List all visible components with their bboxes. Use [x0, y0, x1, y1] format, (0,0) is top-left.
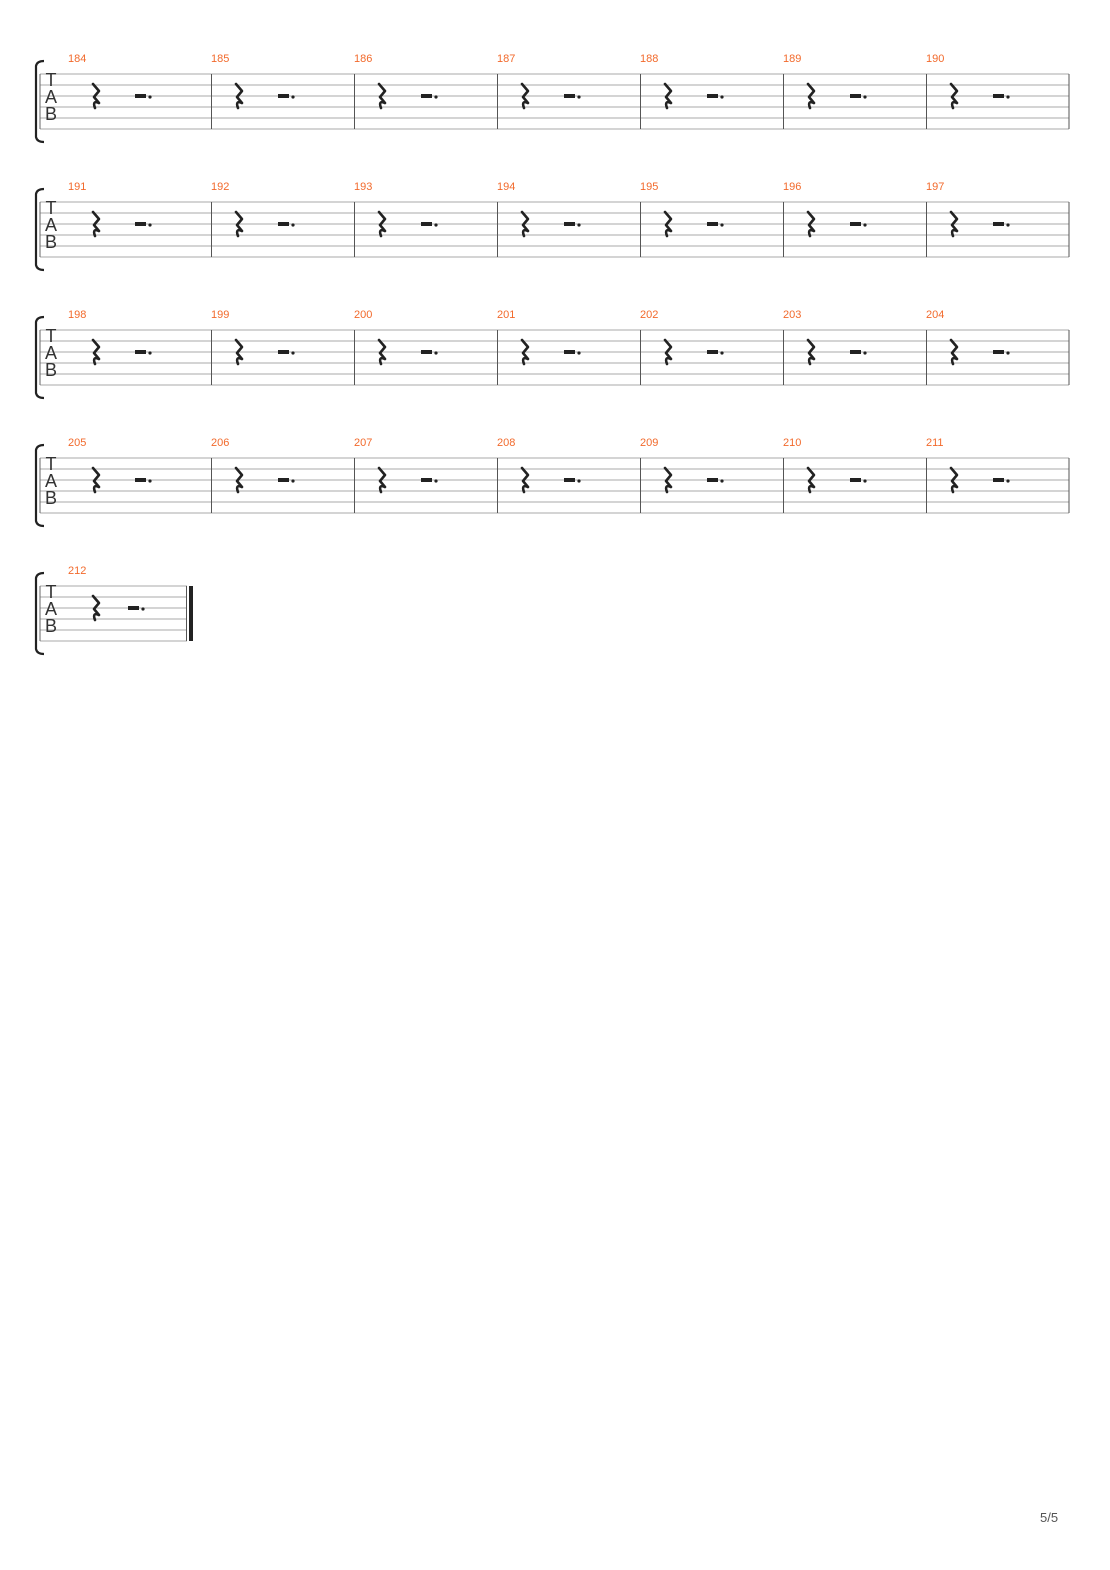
measure-number: 194 [497, 181, 516, 193]
measure-number: 197 [926, 181, 945, 193]
half-rest [135, 94, 146, 98]
half-rest [707, 222, 718, 226]
half-rest [850, 94, 861, 98]
measure-number: 205 [68, 437, 87, 449]
rest-dot [720, 95, 723, 98]
rest-dot [148, 95, 151, 98]
rest-dot [141, 607, 144, 610]
rest-dot [720, 351, 723, 354]
tab-clef-letter: A [44, 599, 58, 619]
rest-dot [148, 479, 151, 482]
measure-number: 184 [68, 53, 87, 65]
half-rest [278, 94, 289, 98]
half-rest [993, 94, 1004, 98]
tab-clef-letter: T [45, 198, 57, 218]
half-rest [993, 478, 1004, 482]
measure-number: 186 [354, 53, 373, 65]
tab-clef-letter: B [44, 360, 58, 380]
half-rest [993, 222, 1004, 226]
rest-dot [434, 95, 437, 98]
tab-clef-letter: A [44, 343, 58, 363]
measure-number: 202 [640, 309, 659, 321]
measure-number: 210 [783, 437, 802, 449]
rest-dot [1006, 351, 1009, 354]
rest-dot [148, 223, 151, 226]
rest-dot [291, 95, 294, 98]
measure-number: 198 [68, 309, 87, 321]
measure-number: 201 [497, 309, 516, 321]
rest-dot [863, 95, 866, 98]
measure-number: 200 [354, 309, 373, 321]
rest-dot [291, 479, 294, 482]
tab-clef-letter: T [45, 582, 57, 602]
half-rest [707, 478, 718, 482]
half-rest [707, 94, 718, 98]
rest-dot [577, 479, 580, 482]
rest-dot [434, 351, 437, 354]
rest-dot [720, 479, 723, 482]
half-rest [850, 478, 861, 482]
rest-dot [863, 479, 866, 482]
half-rest [993, 350, 1004, 354]
half-rest [707, 350, 718, 354]
measure-number: 195 [640, 181, 659, 193]
tab-system [36, 53, 1069, 142]
tab-clef-letter: B [44, 232, 58, 252]
tab-clef-letter: B [44, 616, 58, 636]
tab-clef-letter: T [45, 70, 57, 90]
half-rest [421, 222, 432, 226]
tab-clef-letter: T [45, 326, 57, 346]
measure-number: 191 [68, 181, 87, 193]
tab-clef-letter: B [44, 488, 58, 508]
tab-clef-letter: A [44, 87, 58, 107]
rest-dot [148, 351, 151, 354]
half-rest [278, 478, 289, 482]
measure-number: 209 [640, 437, 659, 449]
half-rest [850, 222, 861, 226]
half-rest [564, 478, 575, 482]
final-barline-thick [189, 586, 193, 641]
measure-number: 188 [640, 53, 659, 65]
measure-number: 189 [783, 53, 802, 65]
measure-number: 190 [926, 53, 945, 65]
half-rest [421, 350, 432, 354]
tab-system [36, 565, 193, 654]
half-rest [135, 222, 146, 226]
tab-system [36, 437, 1069, 526]
rest-dot [720, 223, 723, 226]
measure-number: 199 [211, 309, 230, 321]
measure-number: 207 [354, 437, 373, 449]
tab-system [36, 181, 1069, 270]
half-rest [564, 94, 575, 98]
tab-clef-letter: A [44, 215, 58, 235]
rest-dot [577, 223, 580, 226]
tab-clef-letter: B [44, 104, 58, 124]
rest-dot [577, 95, 580, 98]
rest-dot [1006, 223, 1009, 226]
measure-number: 204 [926, 309, 945, 321]
measure-number: 185 [211, 53, 230, 65]
half-rest [128, 606, 139, 610]
half-rest [564, 222, 575, 226]
measure-number: 208 [497, 437, 516, 449]
rest-dot [1006, 95, 1009, 98]
half-rest [850, 350, 861, 354]
half-rest [564, 350, 575, 354]
rest-dot [291, 351, 294, 354]
measure-number: 193 [354, 181, 373, 193]
tab-system [36, 309, 1069, 398]
rest-dot [291, 223, 294, 226]
half-rest [278, 350, 289, 354]
half-rest [421, 478, 432, 482]
half-rest [278, 222, 289, 226]
rest-dot [1006, 479, 1009, 482]
rest-dot [863, 351, 866, 354]
measure-number: 211 [926, 437, 944, 449]
half-rest [421, 94, 432, 98]
half-rest [135, 350, 146, 354]
rest-dot [434, 223, 437, 226]
tab-clef-letter: T [45, 454, 57, 474]
tab-clef-letter: A [44, 471, 58, 491]
rest-dot [434, 479, 437, 482]
rest-dot [577, 351, 580, 354]
measure-number: 187 [497, 53, 516, 65]
measure-number: 196 [783, 181, 802, 193]
measure-number: 206 [211, 437, 230, 449]
measure-number: 203 [783, 309, 802, 321]
half-rest [135, 478, 146, 482]
measure-number: 212 [68, 565, 87, 577]
measure-number: 192 [211, 181, 230, 193]
page-number: 5/5 [1040, 1510, 1059, 1525]
rest-dot [863, 223, 866, 226]
